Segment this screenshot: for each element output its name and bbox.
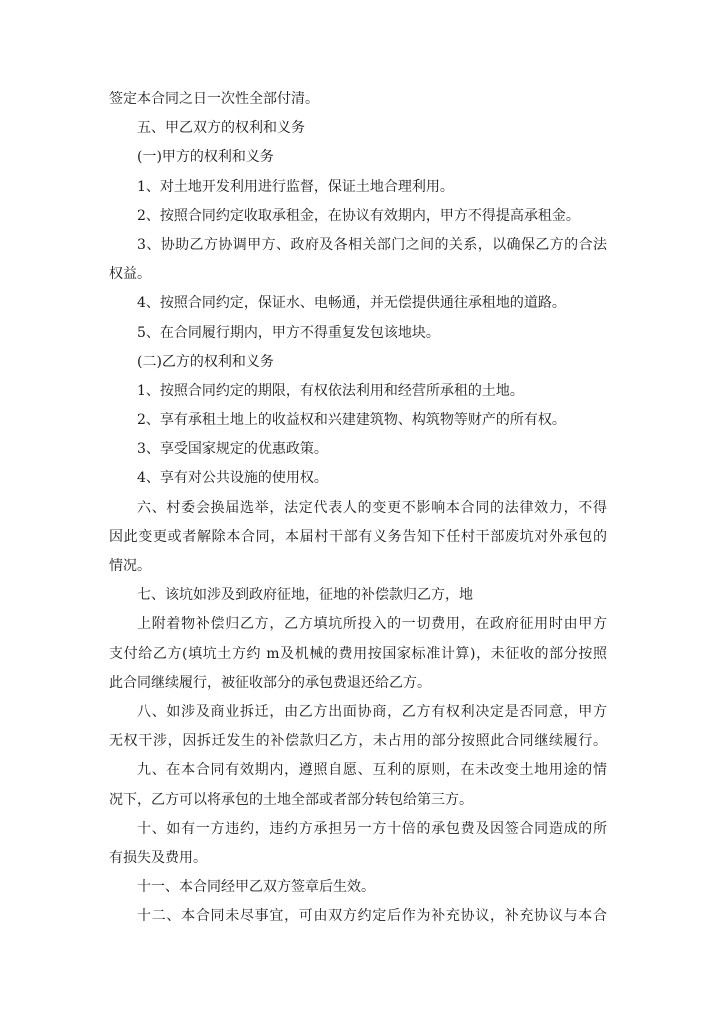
text-line: 五、甲乙双方的权利和义务 <box>137 120 305 137</box>
text-line: (二)乙方的权利和义务 <box>137 353 274 370</box>
text-line: 八、如涉及商业拆迁，由乙方出面协商，乙方有权利决定是否同意，甲方 <box>137 703 607 720</box>
document-page <box>109 85 607 931</box>
text-line: 支付给乙方(填坑土方约 m及机械的费用按国家标准计算)，未征收的部分按照 <box>109 645 607 662</box>
text-line: 2、按照合同约定收取承租金，在协议有效期内，甲方不得提高承租金。 <box>137 207 580 224</box>
text-line: 1、按照合同约定的期限，有权依法利用和经营所承租的土地。 <box>137 382 524 399</box>
text-line: 情况。 <box>109 558 151 574</box>
text-line: 4、按照合同约定，保证水、电畅通，并无偿提供通往承租地的道路。 <box>137 295 566 312</box>
text-line: 有损失及费用。 <box>109 849 207 866</box>
text-line: 十一、本合同经甲乙双方签章后生效。 <box>137 879 375 896</box>
text-line: 况下，乙方可以将承包的土地全部或者部分转包给第三方。 <box>109 791 473 808</box>
text-line: 4、享有对公共设施的使用权。 <box>137 470 328 487</box>
text-line: 3、协助乙方协调甲方、政府及各相关部门之间的关系，以确保乙方的合法 <box>137 236 607 253</box>
text-line: 因此变更或者解除本合同，本届村干部有义务告知下任村干部废坑对外承包的 <box>109 528 607 545</box>
text-line: 1、对土地开发利用进行监督，保证土地合理利用。 <box>137 178 454 195</box>
text-line: (一)甲方的权利和义务 <box>137 149 274 166</box>
text-line: 此合同继续履行，被征收部分的承包费退还给乙方。 <box>109 674 431 691</box>
text-line: 5、在合同履行期内，甲方不得重复发包该地块。 <box>137 324 440 341</box>
text-line: 上附着物补偿归乙方，乙方填坑所投入的一切费用，在政府征用时由甲方 <box>137 616 607 633</box>
text-line: 十、如有一方违约，违约方承担另一方十倍的承包费及因签合同造成的所 <box>137 820 607 837</box>
text-line: 七、该坑如涉及到政府征地，征地的补偿款归乙方，地 <box>137 587 473 604</box>
text-line: 签定本合同之日一次性全部付清。 <box>109 91 319 107</box>
text-line: 无权干涉，因拆迁发生的补偿款归乙方，未占用的部分按照此合同继续履行。 <box>109 733 607 750</box>
text-line: 九、在本合同有效期内，遵照自愿、互利的原则，在未改变土地用途的情 <box>137 762 607 779</box>
text-line: 六、村委会换届选举，法定代表人的变更不影响本合同的法律效力，不得 <box>137 499 607 516</box>
text-line: 3、享受国家规定的优惠政策。 <box>137 441 328 458</box>
text-line: 2、享有承租土地上的收益权和兴建建筑物、构筑物等财产的所有权。 <box>137 412 566 429</box>
text-line: 权益。 <box>109 266 151 283</box>
text-line: 十二、本合同未尽事宜，可由双方约定后作为补充协议，补充协议与本合 <box>137 908 607 925</box>
